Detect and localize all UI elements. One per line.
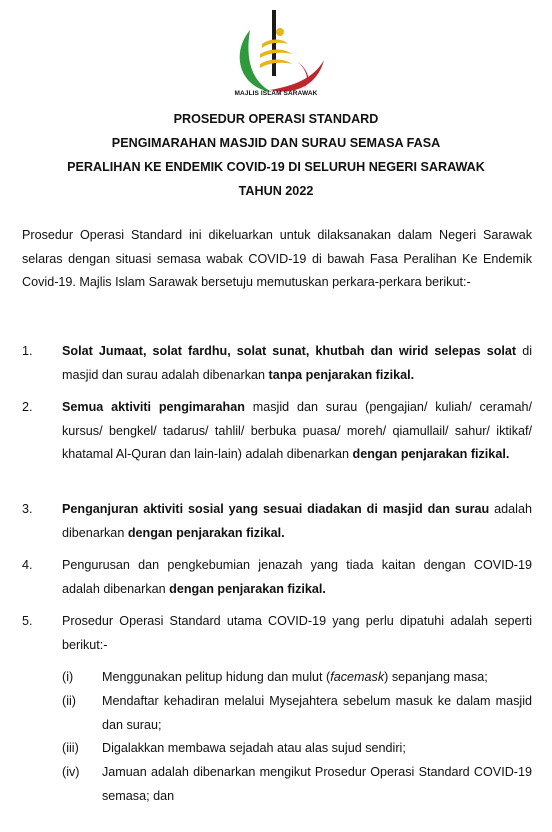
sub-item-number: (ii) <box>62 694 76 708</box>
list-item: 5. Prosedur Operasi Standard utama COVID-19 yang perlu dipatuhi adalah seperti berikut:- <box>22 610 532 657</box>
sub-list-item: (i) Menggunakan pelitup hidung dan mulut (facemask) sepanjang masa; <box>62 666 532 690</box>
item-number: 3. <box>22 502 33 516</box>
title-line-4: TAHUN 2022 <box>238 184 314 198</box>
sub-item-number: (iii) <box>62 741 79 755</box>
title-line-2: PENGIMARAHAN MASJID DAN SURAU SEMASA FASA <box>111 136 441 150</box>
title-line-3: PERALIHAN KE ENDEMIK COVID-19 DI SELURUH NEGERI SARAWAK <box>67 160 485 174</box>
item-number: 2. <box>22 400 33 414</box>
list-item: 1. Solat Jumaat, solat fardhu, solat sunat, khutbah dan wirid selepas solat di masjid dan surau adalah dibenarkan tanpa penjarakan fizikal. <box>22 340 532 387</box>
list-item: 4. Pengurusan dan pengkebumian jenazah yang tiada kaitan dengan COVID-19 adalah dibenarkan dengan penjarakan fizikal. <box>22 554 532 601</box>
sub-list-item: (iv) Jamuan adalah dibenarkan mengikut Prosedur Operasi Standard COVID-19 semasa; dan <box>62 761 532 808</box>
list-item: 2. Semua aktiviti pengimarahan masjid dan surau (pengajian/ kuliah/ ceramah/ kursus/ bengkel/ tadarus/ tahlil/ berbuka puasa/ moreh/ qiamullail/ sahur/ iktikaf/ khatamal Al-Quran dan lain-lain) adalah dibenarkan dengan penjarakan fizikal. <box>22 396 532 467</box>
sub-list-item: (ii) Mendaftar kehadiran melalui Mysejahtera sebelum masuk ke dalam masjid dan surau; <box>62 690 532 737</box>
item-number: 4. <box>22 558 33 572</box>
sub-item-number: (iv) <box>62 765 80 779</box>
list-item: 3. Penganjuran aktiviti sosial yang sesuai diadakan di masjid dan surau adalah dibenarkan dengan penjarakan fizikal. <box>22 498 532 545</box>
sub-list-item: (iii) Digalakkan membawa sejadah atau alas sujud sendiri; <box>62 737 532 761</box>
sub-item-number: (i) <box>62 670 74 684</box>
org-name: MAJLIS ISLAM SARAWAK <box>234 90 318 97</box>
item-number: 1. <box>22 344 33 358</box>
item-number: 5. <box>22 614 33 628</box>
title-line-1: PROSEDUR OPERASI STANDARD <box>173 112 379 126</box>
intro-paragraph: Prosedur Operasi Standard ini dikeluarkan untuk dilaksanakan dalam Negeri Sarawak selaras dengan situasi semasa wabak COVID-19 di bawah Fasa Peralihan Ke Endemik Covid-19. Majlis Islam Sarawak bersetuju memutuskan perkara-perkara berikut:- <box>22 228 532 289</box>
majlis-islam-sarawak-logo <box>226 4 330 102</box>
